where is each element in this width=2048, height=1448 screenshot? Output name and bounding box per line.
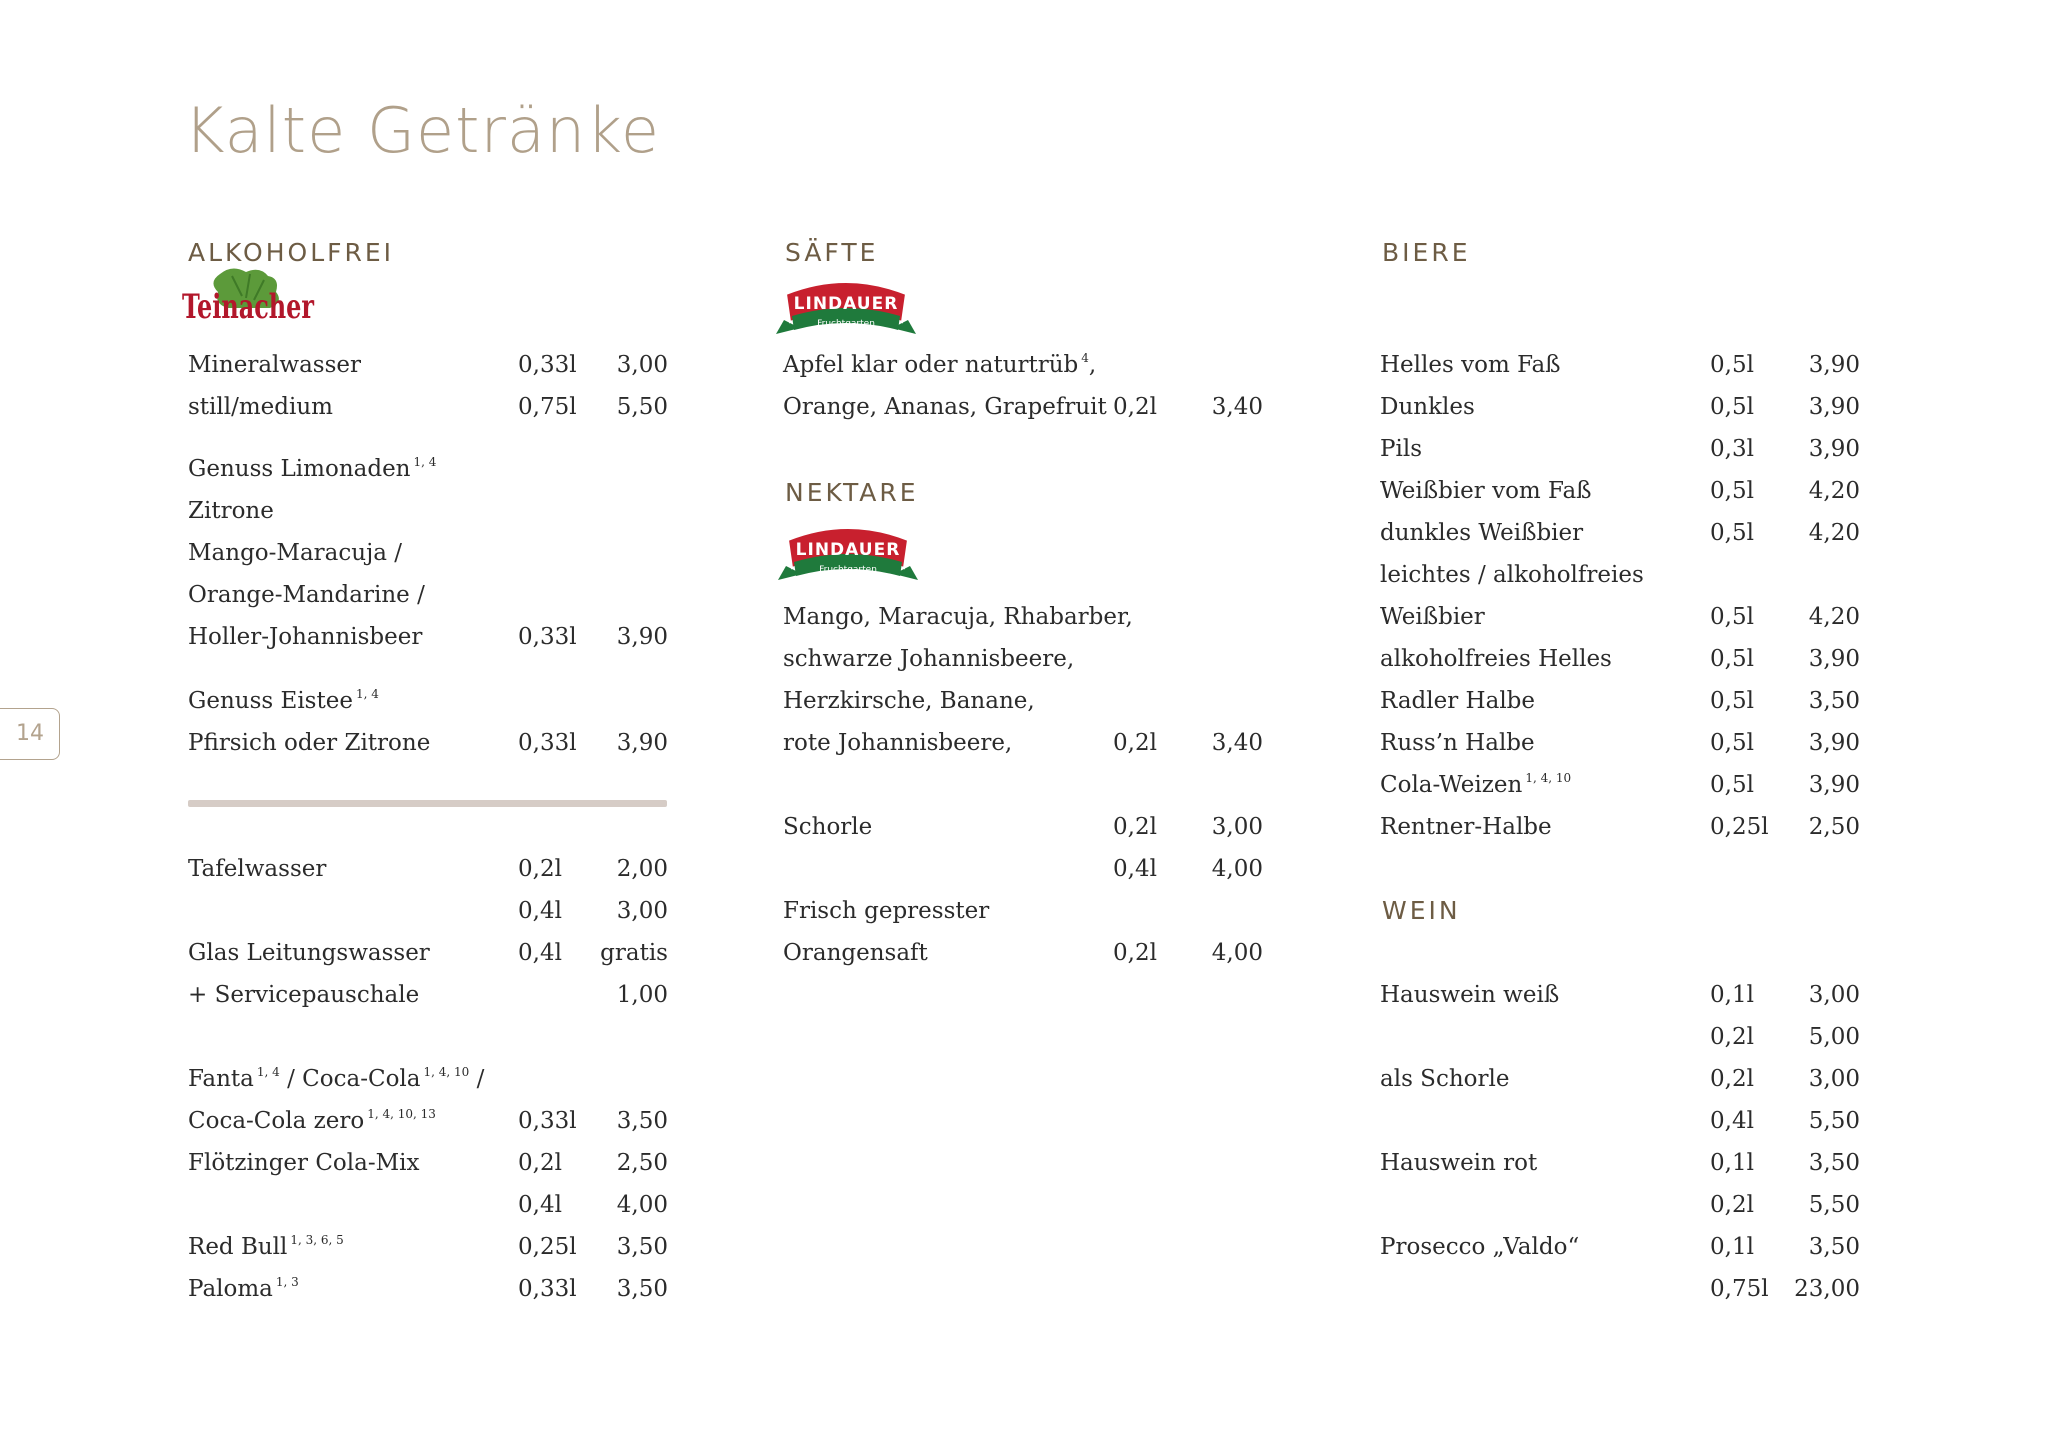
list-item — [188, 386, 668, 428]
list-item — [1380, 722, 1860, 764]
item-volume: 0,4l — [518, 898, 562, 924]
item-volume: 0,33l — [518, 1108, 577, 1134]
list-item — [1380, 554, 1860, 596]
list-item — [188, 574, 668, 616]
list-item — [188, 448, 668, 490]
list-item — [783, 890, 1263, 932]
item-name: leichtes / alkoholfreies — [1380, 562, 1644, 588]
item-price: 3,50 — [1808, 688, 1860, 714]
item-volume: 0,5l — [1710, 688, 1754, 714]
item-name: Frisch gepresster — [783, 898, 990, 924]
list-item — [783, 596, 1263, 638]
item-price: 4,00 — [616, 1192, 668, 1218]
item-name: Genuss Limonaden $^{1, 4}$ — [188, 455, 437, 482]
list-item — [1380, 806, 1860, 848]
item-volume: 0,33l — [518, 624, 577, 650]
list-item — [1380, 596, 1860, 638]
item-name: Pils — [1380, 436, 1422, 462]
list-item — [1380, 764, 1860, 806]
item-price: 3,90 — [1808, 772, 1860, 798]
item-volume: 0,5l — [1710, 394, 1754, 420]
list-item — [188, 848, 668, 890]
item-name: still/medium — [188, 394, 333, 420]
list-item — [1380, 638, 1860, 680]
list-item — [188, 532, 668, 574]
item-volume: 0,25l — [518, 1234, 577, 1260]
list-item — [783, 932, 1263, 974]
list-item — [783, 722, 1263, 764]
list-item — [783, 806, 1263, 848]
item-name: Zitrone — [188, 498, 274, 524]
lindauer-logo-subtext: Fruchtgarten — [819, 565, 877, 575]
allergen-note: 1, 4 — [355, 687, 379, 701]
item-price: 3,00 — [616, 898, 668, 924]
item-name: Holler-Johannisbeer — [188, 624, 423, 650]
lindauer-logo — [776, 276, 916, 340]
list-item — [188, 490, 668, 532]
page-number-tab: 14 — [0, 708, 60, 760]
item-price: 5,50 — [1808, 1108, 1860, 1134]
item-name: Radler Halbe — [1380, 688, 1536, 714]
item-volume: 0,5l — [1710, 478, 1754, 504]
allergen-note: 4 — [1081, 351, 1089, 365]
allergen-note: 1, 3, 6, 5 — [290, 1233, 344, 1247]
item-volume: 0,25l — [1710, 814, 1769, 840]
item-price: 3,90 — [1808, 436, 1860, 462]
list-item — [783, 848, 1263, 890]
item-name: Paloma $^{1, 3}$ — [188, 1275, 299, 1302]
item-price: 3,50 — [616, 1234, 668, 1260]
item-price: 3,40 — [1211, 730, 1263, 756]
item-name: Hauswein weiß — [1380, 982, 1560, 1008]
list-item — [188, 680, 668, 722]
item-price: 2,00 — [616, 856, 668, 882]
item-volume: 0,33l — [518, 352, 577, 378]
item-price: 3,50 — [616, 1108, 668, 1134]
item-name: Fanta $^{1, 4}$ / Coca-Cola $^{1, 4, 10}$ / — [188, 1065, 485, 1092]
item-volume: 0,4l — [518, 1192, 562, 1218]
list-item — [188, 1226, 668, 1268]
list-item — [188, 1268, 668, 1310]
item-name: Herzkirsche, Banane, — [783, 688, 1035, 714]
item-volume: 0,1l — [1710, 1150, 1754, 1176]
item-name: Weißbier vom Faß — [1380, 478, 1592, 504]
item-name: Dunkles — [1380, 394, 1475, 420]
list-item — [188, 932, 668, 974]
item-name: Orangensaft — [783, 940, 928, 966]
item-price: 3,40 — [1211, 394, 1263, 420]
allergen-note: 1, 4 — [413, 455, 437, 469]
item-name: Coca-Cola zero $^{1, 4, 10, 13}$ — [188, 1107, 436, 1134]
item-name: Apfel klar oder naturtrüb $^4$, — [783, 351, 1097, 378]
item-volume: 0,5l — [1710, 604, 1754, 630]
item-price: 5,50 — [1808, 1192, 1860, 1218]
heading-alkoholfrei: ALKOHOLFREI — [188, 238, 395, 267]
item-price: gratis — [600, 940, 668, 966]
item-volume: 0,2l — [1710, 1192, 1754, 1218]
list-item — [1380, 386, 1860, 428]
item-name: Orange-Mandarine / — [188, 582, 425, 608]
item-name: Rentner-Halbe — [1380, 814, 1552, 840]
item-price: 5,50 — [616, 394, 668, 420]
item-volume: 0,5l — [1710, 730, 1754, 756]
item-name: dunkles Weißbier — [1380, 520, 1584, 546]
item-price: 5,00 — [1808, 1024, 1860, 1050]
allergen-note: 1, 4 — [256, 1065, 280, 1079]
list-item — [1380, 1058, 1860, 1100]
list-item — [188, 344, 668, 386]
list-item — [1380, 974, 1860, 1016]
list-item — [1380, 344, 1860, 386]
item-volume: 0,4l — [518, 940, 562, 966]
item-volume: 0,5l — [1710, 646, 1754, 672]
item-price: 3,50 — [1808, 1234, 1860, 1260]
item-volume: 0,2l — [1113, 730, 1157, 756]
item-volume: 0,75l — [518, 394, 577, 420]
list-item — [783, 344, 1263, 386]
item-volume: 0,33l — [518, 1276, 577, 1302]
list-item — [1380, 470, 1860, 512]
item-volume: 0,4l — [1710, 1108, 1754, 1134]
item-name: Mango, Maracuja, Rhabarber, — [783, 604, 1133, 630]
item-volume: 0,2l — [518, 856, 562, 882]
item-price: 4,00 — [1211, 940, 1263, 966]
heading-nektare: NEKTARE — [785, 478, 919, 507]
item-price: 2,50 — [616, 1150, 668, 1176]
item-name: Cola-Weizen $^{1, 4, 10}$ — [1380, 771, 1572, 798]
teinacher-logo-text: Teinacher — [182, 287, 315, 327]
item-volume: 0,2l — [1710, 1066, 1754, 1092]
item-volume: 0,75l — [1710, 1276, 1769, 1302]
item-volume: 0,33l — [518, 730, 577, 756]
item-volume: 0,2l — [1113, 940, 1157, 966]
page-title: Kalte Getränke — [184, 94, 661, 167]
item-price: 4,00 — [1211, 856, 1263, 882]
item-name: Mineralwasser — [188, 352, 362, 378]
item-name: schwarze Johannisbeere, — [783, 646, 1075, 672]
item-price: 3,00 — [616, 352, 668, 378]
item-name: Tafelwasser — [188, 856, 327, 882]
item-price: 4,20 — [1808, 604, 1860, 630]
item-name: Hauswein rot — [1380, 1150, 1538, 1176]
allergen-note: 1, 4, 10 — [423, 1065, 470, 1079]
item-name: als Schorle — [1380, 1066, 1510, 1092]
list-item — [1380, 1016, 1860, 1058]
list-item — [1380, 1100, 1860, 1142]
item-name: rote Johannisbeere, — [783, 730, 1013, 756]
lindauer-logo-subtext: Fruchtgarten — [817, 319, 875, 329]
item-price: 23,00 — [1794, 1276, 1860, 1302]
list-item — [783, 680, 1263, 722]
item-price: 3,50 — [1808, 1150, 1860, 1176]
item-price: 1,00 — [616, 982, 668, 1008]
item-name: Prosecco „Valdo“ — [1380, 1234, 1580, 1260]
item-volume: 0,5l — [1710, 520, 1754, 546]
list-item — [188, 974, 668, 1016]
list-item — [1380, 1142, 1860, 1184]
list-item — [188, 1142, 668, 1184]
heading-wein: WEIN — [1382, 896, 1461, 925]
item-price: 3,50 — [616, 1276, 668, 1302]
allergen-note: 1, 3 — [275, 1275, 299, 1289]
lindauer-logo-nektare — [778, 522, 918, 586]
list-item — [188, 1058, 668, 1100]
item-volume: 0,2l — [1113, 814, 1157, 840]
list-item — [783, 386, 1263, 428]
item-name: Pfirsich oder Zitrone — [188, 730, 431, 756]
allergen-note: 1, 4, 10, 13 — [367, 1107, 436, 1121]
item-name: Flötzinger Cola-Mix — [188, 1150, 420, 1176]
item-price: 3,90 — [1808, 646, 1860, 672]
item-name: Red Bull $^{1, 3, 6, 5}$ — [188, 1233, 344, 1260]
list-item — [783, 638, 1263, 680]
item-price: 3,00 — [1211, 814, 1263, 840]
list-item — [1380, 1226, 1860, 1268]
list-item — [1380, 512, 1860, 554]
item-price: 3,90 — [1808, 352, 1860, 378]
list-item — [1380, 1184, 1860, 1226]
item-price: 3,90 — [616, 730, 668, 756]
teinacher-logo — [180, 266, 320, 334]
item-name: Genuss Eistee $^{1, 4}$ — [188, 687, 379, 714]
item-name: Schorle — [783, 814, 873, 840]
item-volume: 0,2l — [1113, 394, 1157, 420]
item-name: Mango-Maracuja / — [188, 540, 402, 566]
item-price: 3,90 — [1808, 394, 1860, 420]
item-name: Russ’n Halbe — [1380, 730, 1535, 756]
list-item — [188, 722, 668, 764]
item-name: Glas Leitungswasser — [188, 940, 430, 966]
item-name: Orange, Ananas, Grapefruit — [783, 394, 1107, 420]
item-price: 2,50 — [1808, 814, 1860, 840]
list-item — [188, 890, 668, 932]
item-volume: 0,5l — [1710, 772, 1754, 798]
item-name: Helles vom Faß — [1380, 352, 1561, 378]
item-price: 3,00 — [1808, 1066, 1860, 1092]
item-price: 3,90 — [1808, 730, 1860, 756]
list-item — [188, 616, 668, 658]
item-price: 3,90 — [616, 624, 668, 650]
item-name: + Servicepauschale — [188, 982, 420, 1008]
lindauer-logo-text: LINDAUER — [795, 540, 901, 560]
item-name: alkoholfreies Helles — [1380, 646, 1612, 672]
item-price: 3,00 — [1808, 982, 1860, 1008]
item-volume: 0,5l — [1710, 352, 1754, 378]
list-item — [1380, 680, 1860, 722]
list-item — [1380, 428, 1860, 470]
item-volume: 0,2l — [518, 1150, 562, 1176]
allergen-note: 1, 4, 10 — [1525, 771, 1572, 785]
heading-saefte: SÄFTE — [785, 238, 879, 267]
item-volume: 0,4l — [1113, 856, 1157, 882]
item-volume: 0,1l — [1710, 1234, 1754, 1260]
item-volume: 0,2l — [1710, 1024, 1754, 1050]
item-volume: 0,1l — [1710, 982, 1754, 1008]
lindauer-logo-text: LINDAUER — [793, 294, 899, 314]
item-volume: 0,3l — [1710, 436, 1754, 462]
list-item — [188, 1184, 668, 1226]
item-price: 4,20 — [1808, 520, 1860, 546]
list-item — [1380, 1268, 1860, 1310]
heading-biere: BIERE — [1382, 238, 1471, 267]
section-divider — [188, 800, 667, 807]
list-item — [188, 1100, 668, 1142]
item-name: Weißbier — [1380, 604, 1485, 630]
item-price: 4,20 — [1808, 478, 1860, 504]
